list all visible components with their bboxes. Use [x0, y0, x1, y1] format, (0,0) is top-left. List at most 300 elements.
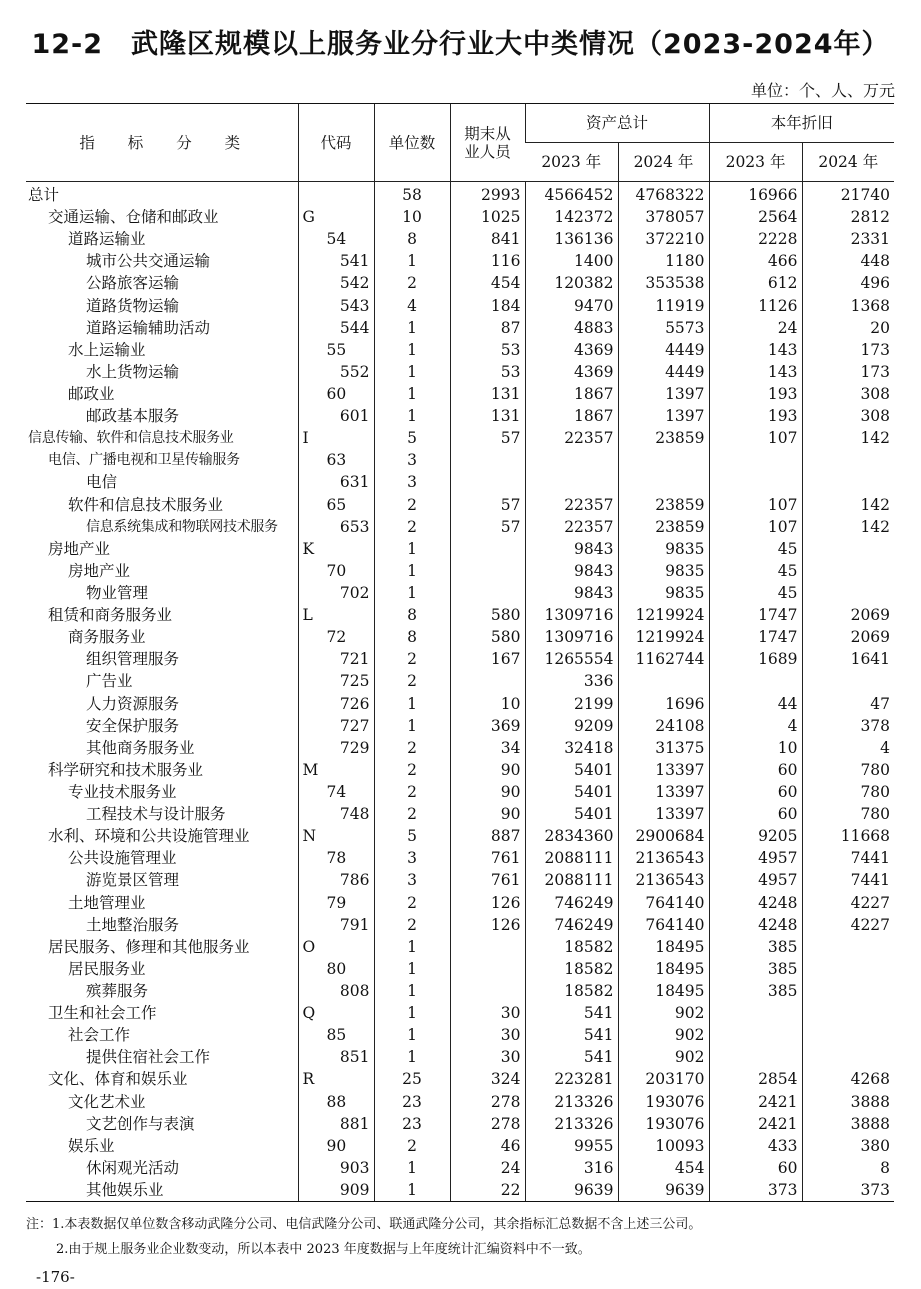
table-row	[26, 648, 894, 670]
row-d23: 2854	[709, 1068, 802, 1090]
row-d23: 1689	[709, 648, 802, 670]
row-label: 电信	[86, 473, 118, 492]
row-units: 4	[374, 295, 450, 317]
table-row	[26, 449, 894, 471]
row-d23: 385	[709, 980, 802, 1002]
row-label: 租赁和商务服务业	[48, 606, 173, 625]
row-a23: 142372	[525, 206, 618, 228]
table-row	[26, 560, 894, 582]
row-label: 道路运输辅助活动	[86, 318, 211, 337]
row-code: 653	[298, 516, 374, 538]
row-units: 1	[374, 715, 450, 737]
row-code	[298, 182, 374, 207]
row-a24: 13397	[618, 803, 709, 825]
table-row	[26, 361, 894, 383]
header-depreciation: 本年折旧	[709, 104, 894, 143]
row-a24	[618, 449, 709, 471]
row-code: 721	[298, 648, 374, 670]
row-a23: 336	[525, 670, 618, 692]
table-row	[26, 1135, 894, 1157]
row-label: 组织管理服务	[86, 650, 180, 669]
row-a23: 213326	[525, 1090, 618, 1112]
row-a24: 23859	[618, 494, 709, 516]
row-emp	[450, 936, 525, 958]
row-a24: 764140	[618, 914, 709, 936]
row-a23: 120382	[525, 272, 618, 294]
row-a24: 1219924	[618, 626, 709, 648]
row-d24	[802, 936, 894, 958]
row-d24: 780	[802, 759, 894, 781]
row-d24: 142	[802, 516, 894, 538]
row-d23: 4957	[709, 847, 802, 869]
row-a23: 5401	[525, 781, 618, 803]
row-emp: 30	[450, 1046, 525, 1068]
row-units: 2	[374, 272, 450, 294]
row-d24: 308	[802, 383, 894, 405]
row-label: 电信、广播电视和卫星传输服务	[48, 452, 240, 469]
row-a24	[618, 471, 709, 493]
row-a23: 2088111	[525, 869, 618, 891]
row-units: 3	[374, 471, 450, 493]
row-code: 729	[298, 737, 374, 759]
row-a23: 4883	[525, 317, 618, 339]
row-a23: 9209	[525, 715, 618, 737]
row-d24: 780	[802, 803, 894, 825]
table-row	[26, 847, 894, 869]
row-d24: 2331	[802, 228, 894, 250]
row-emp: 278	[450, 1090, 525, 1112]
row-a23: 32418	[525, 737, 618, 759]
row-a23: 746249	[525, 914, 618, 936]
row-d23: 4248	[709, 892, 802, 914]
row-emp: 1025	[450, 206, 525, 228]
row-a24: 23859	[618, 427, 709, 449]
row-label: 专业技术服务业	[68, 783, 177, 801]
row-a23: 1867	[525, 383, 618, 405]
row-code: 541	[298, 250, 374, 272]
row-a23: 541	[525, 1024, 618, 1046]
row-emp: 53	[450, 339, 525, 361]
row-code: 786	[298, 869, 374, 891]
table-row	[26, 582, 894, 604]
row-units: 1	[374, 317, 450, 339]
row-d24: 3888	[802, 1113, 894, 1135]
row-d24: 20	[802, 317, 894, 339]
row-d23: 60	[709, 803, 802, 825]
row-a24: 9639	[618, 1179, 709, 1202]
row-label: 交通运输、仓储和邮政业	[48, 208, 219, 227]
table-body	[26, 182, 894, 1202]
table-row	[26, 405, 894, 427]
row-a24: 9835	[618, 582, 709, 604]
row-code: 72	[298, 626, 374, 648]
header-indicator: 指 标 分 类	[26, 104, 298, 182]
table-row	[26, 206, 894, 228]
row-a24: 193076	[618, 1090, 709, 1112]
row-emp: 87	[450, 317, 525, 339]
row-units: 1	[374, 1179, 450, 1202]
row-emp: 2993	[450, 182, 525, 207]
row-emp: 10	[450, 693, 525, 715]
row-d23: 193	[709, 405, 802, 427]
row-units: 25	[374, 1068, 450, 1090]
row-units: 1	[374, 250, 450, 272]
row-label: 土地整治服务	[86, 915, 180, 934]
row-units: 1	[374, 1046, 450, 1068]
row-a24: 2136543	[618, 847, 709, 869]
row-a23: 18582	[525, 936, 618, 958]
row-code: 552	[298, 361, 374, 383]
row-emp: 131	[450, 383, 525, 405]
row-code: 74	[298, 781, 374, 803]
row-label: 道路运输业	[68, 230, 146, 249]
row-label: 其他娱乐业	[26, 1179, 298, 1202]
row-code: R	[298, 1068, 374, 1090]
row-label: 殡葬服务	[86, 981, 149, 1000]
table-row	[26, 494, 894, 516]
row-units: 1	[374, 1024, 450, 1046]
row-label: 提供住宿社会工作	[86, 1048, 211, 1067]
row-units: 23	[374, 1090, 450, 1112]
row-a23: 18582	[525, 980, 618, 1002]
row-units: 1	[374, 936, 450, 958]
row-a24: 4768322	[618, 182, 709, 207]
row-a23: 9955	[525, 1135, 618, 1157]
row-d23: 60	[709, 1157, 802, 1179]
row-emp: 278	[450, 1113, 525, 1135]
row-code: 65	[298, 494, 374, 516]
row-label: 文化、体育和娱乐业	[48, 1070, 188, 1089]
header-units: 单位数	[374, 104, 450, 182]
row-emp	[450, 560, 525, 582]
row-emp: 116	[450, 250, 525, 272]
row-a24: 24108	[618, 715, 709, 737]
row-code: 63	[298, 449, 374, 471]
row-code: 851	[298, 1046, 374, 1068]
row-d23: 16966	[709, 182, 802, 207]
row-units: 2	[374, 737, 450, 759]
row-d24: 373	[802, 1179, 894, 1202]
row-d23: 2421	[709, 1113, 802, 1135]
row-d24: 173	[802, 361, 894, 383]
row-units: 1	[374, 980, 450, 1002]
row-a23: 541	[525, 1046, 618, 1068]
row-a23: 4369	[525, 361, 618, 383]
row-units: 10	[374, 206, 450, 228]
row-d24	[802, 449, 894, 471]
row-code: 80	[298, 958, 374, 980]
row-a23: 9843	[525, 538, 618, 560]
row-emp: 90	[450, 803, 525, 825]
table-row	[26, 339, 894, 361]
row-units: 8	[374, 228, 450, 250]
table-row	[26, 471, 894, 493]
row-code: 79	[298, 892, 374, 914]
header-depreciation-2024: 2024 年	[802, 143, 894, 182]
row-emp	[450, 980, 525, 1002]
row-a24: 4449	[618, 361, 709, 383]
row-a24: 378057	[618, 206, 709, 228]
row-units: 2	[374, 670, 450, 692]
table-row	[26, 427, 894, 449]
row-d23: 45	[709, 560, 802, 582]
row-a23: 1309716	[525, 626, 618, 648]
row-a23: 9843	[525, 582, 618, 604]
row-a23: 9843	[525, 560, 618, 582]
row-d24: 1368	[802, 295, 894, 317]
row-emp	[450, 449, 525, 471]
row-emp: 57	[450, 516, 525, 538]
row-emp: 324	[450, 1068, 525, 1090]
row-label: 道路货物运输	[86, 296, 180, 315]
row-d24: 496	[802, 272, 894, 294]
row-units: 3	[374, 869, 450, 891]
row-code: 727	[298, 715, 374, 737]
row-a23: 22357	[525, 494, 618, 516]
row-units: 2	[374, 759, 450, 781]
row-a24: 2900684	[618, 825, 709, 847]
row-a24: 18495	[618, 936, 709, 958]
row-a24: 764140	[618, 892, 709, 914]
row-units: 2	[374, 892, 450, 914]
row-label: 城市公共交通运输	[86, 252, 211, 271]
row-a23: 4369	[525, 339, 618, 361]
row-label: 公路旅客运输	[86, 274, 180, 293]
row-a24: 11919	[618, 295, 709, 317]
row-a23: 1400	[525, 250, 618, 272]
row-emp: 57	[450, 427, 525, 449]
row-emp: 57	[450, 494, 525, 516]
row-code: 60	[298, 383, 374, 405]
row-d23: 60	[709, 781, 802, 803]
row-label: 商务服务业	[68, 628, 146, 647]
row-a24: 10093	[618, 1135, 709, 1157]
row-a24: 454	[618, 1157, 709, 1179]
row-emp: 90	[450, 781, 525, 803]
row-label: 社会工作	[68, 1026, 131, 1045]
row-emp	[450, 670, 525, 692]
row-d23: 1747	[709, 626, 802, 648]
row-a23: 746249	[525, 892, 618, 914]
row-a23: 9639	[525, 1179, 618, 1202]
row-code: G	[298, 206, 374, 228]
table-row	[26, 295, 894, 317]
row-d24: 4227	[802, 914, 894, 936]
row-d23: 45	[709, 538, 802, 560]
row-units: 3	[374, 449, 450, 471]
row-a24: 23859	[618, 516, 709, 538]
row-label: 安全保护服务	[86, 716, 180, 735]
row-d23: 433	[709, 1135, 802, 1157]
row-d24: 173	[802, 339, 894, 361]
row-units: 2	[374, 494, 450, 516]
row-code: 78	[298, 847, 374, 869]
row-label: 卫生和社会工作	[48, 1004, 157, 1023]
row-d24	[802, 560, 894, 582]
row-code: 631	[298, 471, 374, 493]
row-label: 物业管理	[86, 584, 149, 603]
row-d23: 4957	[709, 869, 802, 891]
header-employees-label: 期末从业人员	[464, 124, 511, 161]
row-code: 725	[298, 670, 374, 692]
table-row	[26, 737, 894, 759]
row-label: 科学研究和技术服务业	[48, 760, 204, 779]
table-row	[26, 1046, 894, 1068]
row-a24: 4449	[618, 339, 709, 361]
row-emp: 30	[450, 1002, 525, 1024]
row-units: 1	[374, 383, 450, 405]
row-a24: 203170	[618, 1068, 709, 1090]
footnote-1: 注：1.本表数据仅单位数含移动武隆分公司、电信武隆分公司、联通武隆分公司，其余指标汇总数据不含上述三公司。	[26, 1217, 702, 1232]
table-row	[26, 936, 894, 958]
row-label: 文艺创作与表演	[86, 1114, 195, 1133]
row-label: 休闲观光活动	[86, 1158, 180, 1177]
row-a23: 2199	[525, 693, 618, 715]
row-units: 23	[374, 1113, 450, 1135]
row-label: 土地管理业	[68, 893, 146, 912]
row-emp: 841	[450, 228, 525, 250]
row-a24: 193076	[618, 1113, 709, 1135]
row-emp: 30	[450, 1024, 525, 1046]
table-row	[26, 1179, 894, 1202]
row-a24: 18495	[618, 958, 709, 980]
row-emp: 454	[450, 272, 525, 294]
row-d23	[709, 449, 802, 471]
row-emp: 369	[450, 715, 525, 737]
row-d23: 385	[709, 958, 802, 980]
table-row	[26, 250, 894, 272]
row-emp: 761	[450, 847, 525, 869]
row-a24: 13397	[618, 781, 709, 803]
row-code: 542	[298, 272, 374, 294]
row-d24: 47	[802, 693, 894, 715]
row-code: 70	[298, 560, 374, 582]
table-row	[26, 781, 894, 803]
row-a24: 902	[618, 1002, 709, 1024]
row-a24: 1180	[618, 250, 709, 272]
row-label: 信息传输、软件和信息技术服务业	[28, 430, 234, 447]
row-code: 726	[298, 693, 374, 715]
row-code: 90	[298, 1135, 374, 1157]
row-d23	[709, 670, 802, 692]
row-a24: 13397	[618, 759, 709, 781]
row-code: 903	[298, 1157, 374, 1179]
row-a24	[618, 670, 709, 692]
row-emp: 22	[450, 1179, 525, 1202]
row-a24: 1162744	[618, 648, 709, 670]
row-d23: 10	[709, 737, 802, 759]
table-row	[26, 272, 894, 294]
row-code: 543	[298, 295, 374, 317]
data-table	[26, 103, 894, 1202]
row-units: 3	[374, 847, 450, 869]
table-row	[26, 604, 894, 626]
row-a23: 22357	[525, 427, 618, 449]
row-d24: 1641	[802, 648, 894, 670]
table-row	[26, 1157, 894, 1179]
footnote-2: 2.由于规上服务业企业数变动，所以本表中 2023 年度数据与上年度统计汇编资料中不一致。	[56, 1242, 591, 1257]
row-label: 水利、环境和公共设施管理业	[48, 827, 250, 846]
row-a23: 5401	[525, 759, 618, 781]
row-units: 2	[374, 516, 450, 538]
row-units: 1	[374, 1002, 450, 1024]
row-emp: 34	[450, 737, 525, 759]
row-label: 广告业	[86, 672, 133, 691]
row-d23	[709, 1024, 802, 1046]
row-d23: 107	[709, 516, 802, 538]
row-emp: 126	[450, 892, 525, 914]
row-a23: 316	[525, 1157, 618, 1179]
row-units: 2	[374, 914, 450, 936]
row-a23: 5401	[525, 803, 618, 825]
row-a23	[525, 449, 618, 471]
row-d23: 1747	[709, 604, 802, 626]
row-a23: 22357	[525, 516, 618, 538]
row-d24: 8	[802, 1157, 894, 1179]
row-a24: 902	[618, 1046, 709, 1068]
row-d23: 1126	[709, 295, 802, 317]
row-a23: 2834360	[525, 825, 618, 847]
row-d23: 612	[709, 272, 802, 294]
row-units: 8	[374, 626, 450, 648]
row-d24: 11668	[802, 825, 894, 847]
header-employees	[450, 104, 525, 182]
table-row	[26, 670, 894, 692]
row-a24: 18495	[618, 980, 709, 1002]
row-d23	[709, 1002, 802, 1024]
row-label: 居民服务业	[68, 959, 146, 978]
row-a24: 1696	[618, 693, 709, 715]
row-label: 工程技术与设计服务	[86, 805, 226, 824]
row-units: 5	[374, 825, 450, 847]
row-d24: 2069	[802, 604, 894, 626]
row-emp: 46	[450, 1135, 525, 1157]
row-d23: 143	[709, 339, 802, 361]
table-row	[26, 892, 894, 914]
row-d23: 4248	[709, 914, 802, 936]
row-units: 1	[374, 560, 450, 582]
row-a23: 541	[525, 1002, 618, 1024]
row-a24: 1219924	[618, 604, 709, 626]
row-units: 1	[374, 361, 450, 383]
row-d23	[709, 471, 802, 493]
row-d23: 385	[709, 936, 802, 958]
row-label: 游览景区管理	[86, 871, 180, 890]
row-a24: 2136543	[618, 869, 709, 891]
row-a23: 1867	[525, 405, 618, 427]
row-d24	[802, 582, 894, 604]
row-label: 邮政基本服务	[86, 407, 180, 426]
row-emp: 167	[450, 648, 525, 670]
row-a23: 136136	[525, 228, 618, 250]
row-a23: 1265554	[525, 648, 618, 670]
table-row	[26, 383, 894, 405]
row-code: 748	[298, 803, 374, 825]
row-label: 娱乐业	[68, 1136, 115, 1155]
row-d24	[802, 538, 894, 560]
header-assets: 资产总计	[525, 104, 709, 143]
table-row	[26, 1002, 894, 1024]
row-units: 2	[374, 1135, 450, 1157]
row-d24	[802, 1046, 894, 1068]
row-code: 791	[298, 914, 374, 936]
row-d24: 2812	[802, 206, 894, 228]
table-row	[26, 182, 894, 207]
row-code: O	[298, 936, 374, 958]
row-label: 总计	[28, 186, 60, 205]
row-d23: 107	[709, 427, 802, 449]
row-d23	[709, 1046, 802, 1068]
